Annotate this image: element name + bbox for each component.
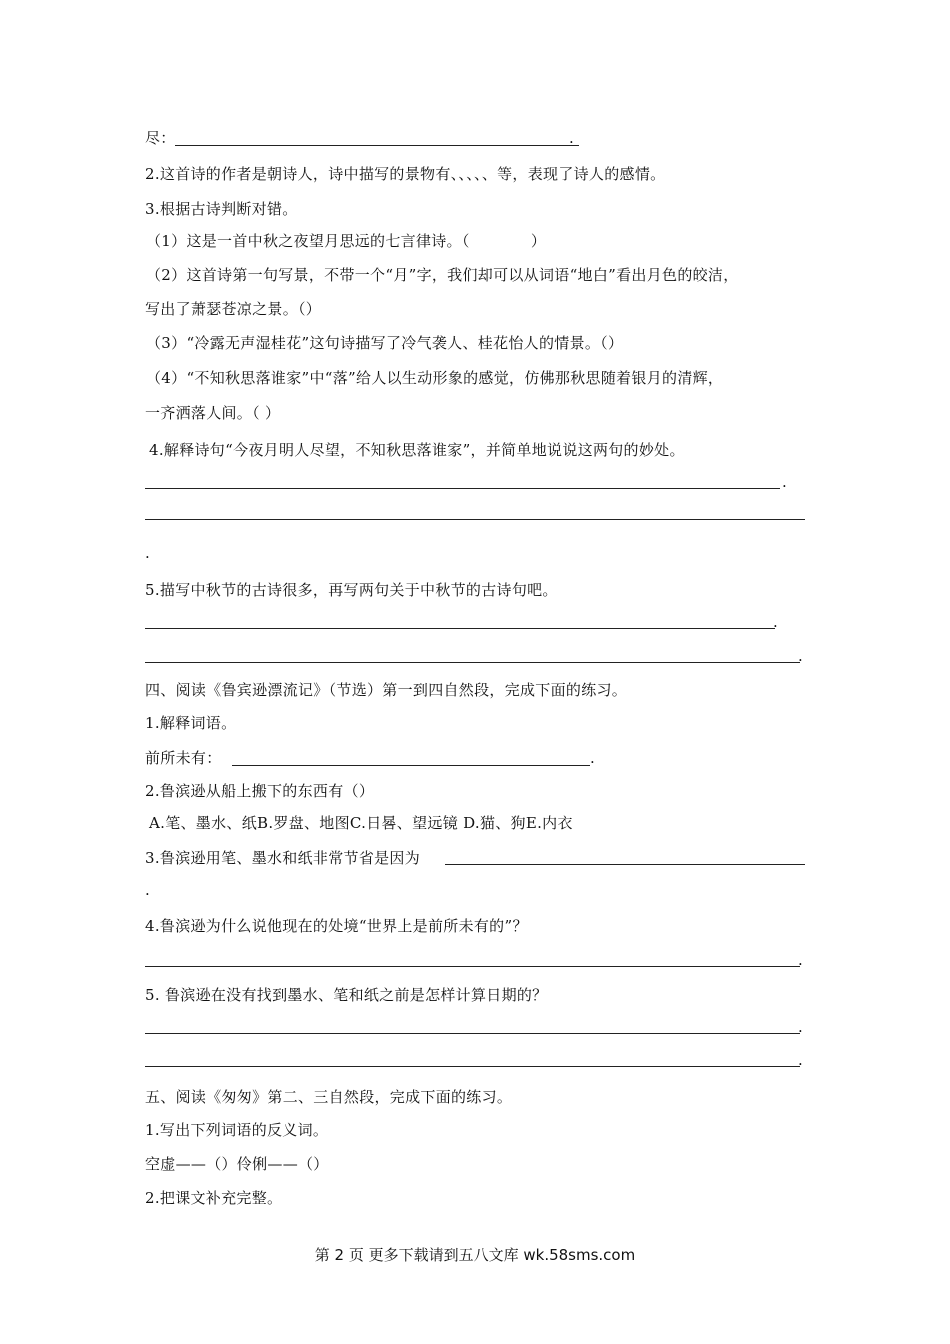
page-footer: 第 2 页 更多下载请到五八文库 wk.58sms.com bbox=[314, 1246, 636, 1264]
answer-line[interactable] bbox=[145, 1066, 800, 1067]
answer-blank[interactable] bbox=[232, 765, 590, 766]
period: . bbox=[798, 647, 803, 665]
q4-1-word: 前所未有： bbox=[145, 749, 222, 767]
q3-1-label: 尽： bbox=[145, 129, 176, 147]
q3-3-4a: （4）“不知秋思落谁家”中“落”给人以生动形象的感觉，仿佛那秋思随着银月的清辉， bbox=[146, 369, 724, 387]
answer-line[interactable] bbox=[145, 662, 800, 663]
q4-3: 3.鲁滨逊用笔、墨水和纸非常节省是因为 bbox=[145, 849, 421, 867]
answer-line[interactable] bbox=[145, 488, 780, 489]
period: . bbox=[798, 1018, 803, 1036]
period: . bbox=[773, 613, 778, 631]
period: . bbox=[590, 749, 595, 767]
answer-blank[interactable] bbox=[175, 145, 579, 146]
period: . bbox=[145, 881, 150, 899]
period: . bbox=[145, 544, 150, 562]
answer-line[interactable] bbox=[145, 966, 800, 967]
period: . bbox=[798, 951, 803, 969]
q5-1-words: 空虚——（）伶俐——（） bbox=[145, 1155, 329, 1173]
q4-2-options: A.笔、墨水、纸B.罗盘、地图C.日晷、望远镜 D.猫、狗E.内衣 bbox=[149, 814, 573, 832]
q5-2: 2.把课文补充完整。 bbox=[145, 1189, 283, 1207]
q3-3-3: （3）“冷露无声湿桂花”这句诗描写了冷气袭人、桂花怡人的情景。（） bbox=[146, 334, 624, 352]
q3-3-2b: 写出了萧瑟苍凉之景。（） bbox=[145, 300, 322, 318]
section-4-title: 四、阅读《鲁宾逊漂流记》（节选）第一到四自然段，完成下面的练习。 bbox=[145, 681, 628, 699]
answer-line[interactable] bbox=[145, 628, 775, 629]
period: . bbox=[569, 129, 574, 147]
q4-4: 4.鲁滨逊为什么说他现在的处境“世界上是前所未有的”？ bbox=[145, 917, 528, 935]
answer-line[interactable] bbox=[145, 1033, 800, 1034]
answer-line[interactable] bbox=[145, 519, 805, 520]
period: . bbox=[798, 1051, 803, 1069]
section-5-title: 五、阅读《匆匆》第二、三自然段，完成下面的练习。 bbox=[145, 1088, 513, 1106]
answer-blank[interactable] bbox=[445, 864, 805, 865]
q3-4: 4.解释诗句“今夜月明人尽望，不知秋思落谁家”，并简单地说说这两句的妙处。 bbox=[149, 441, 685, 459]
q3-3: 3.根据古诗判断对错。 bbox=[145, 200, 298, 218]
q3-2: 2.这首诗的作者是朝诗人，诗中描写的景物有、、、、、等，表现了诗人的感情。 bbox=[145, 165, 666, 183]
q4-5: 5. 鲁滨逊在没有找到墨水、笔和纸之前是怎样计算日期的？ bbox=[145, 986, 548, 1004]
q3-3-4b: 一齐洒落人间。（ ） bbox=[145, 404, 281, 422]
q3-5: 5.描写中秋节的古诗很多，再写两句关于中秋节的古诗句吧。 bbox=[145, 581, 558, 599]
period: . bbox=[782, 473, 787, 491]
q4-2: 2.鲁滨逊从船上搬下的东西有（） bbox=[145, 782, 375, 800]
q3-3-2a: （2）这首诗第一句写景，不带一个“月”字，我们却可以从词语“地白”看出月色的皎洁， bbox=[146, 266, 739, 284]
q4-1: 1.解释词语。 bbox=[145, 714, 237, 732]
q5-1: 1.写出下列词语的反义词。 bbox=[145, 1121, 329, 1139]
q3-3-1: （1）这是一首中秋之夜望月思远的七言律诗。（ ） bbox=[146, 232, 547, 250]
